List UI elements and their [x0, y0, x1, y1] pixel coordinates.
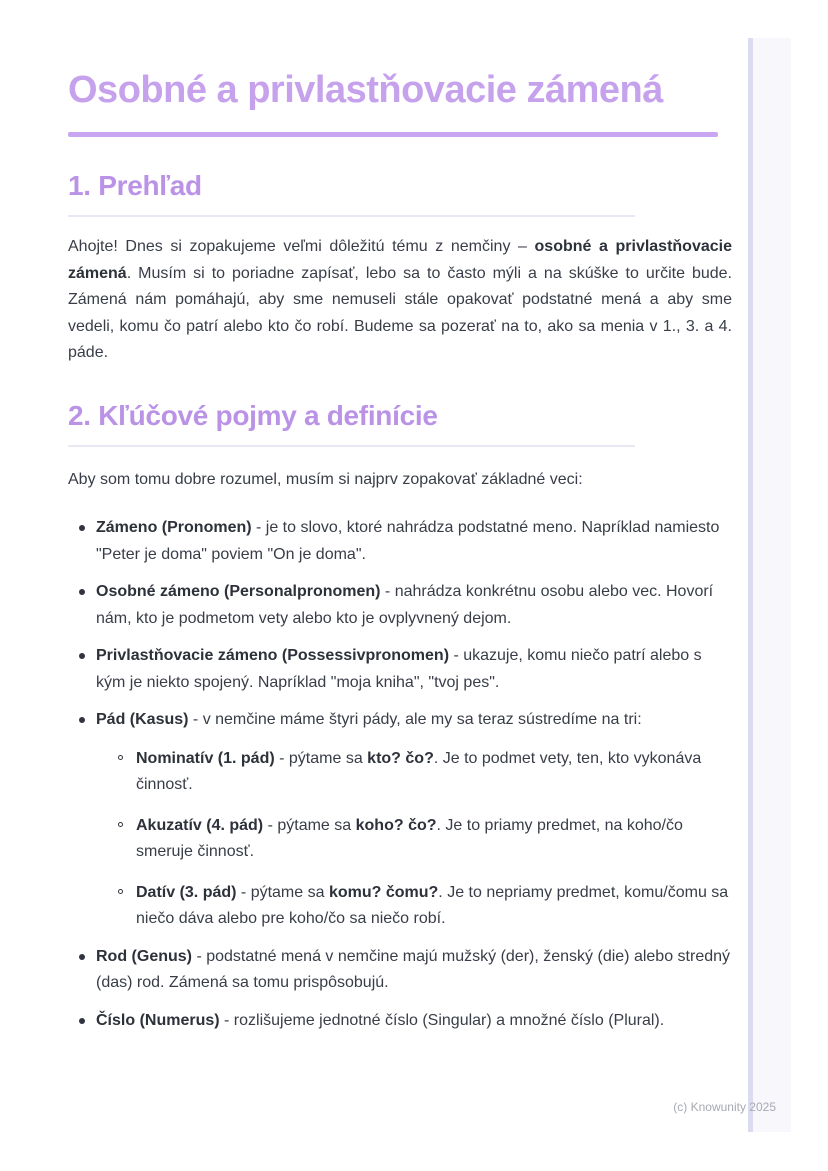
sub-list-item-dativ: [96, 880, 732, 933]
list-item-text: Datív (3. pád) - pýtame sa komu? čomu?. Je to nepriamy predmet, komu/čomu sa niečo dáva alebo pre koho/čo sa niečo robí.: [136, 883, 729, 927]
list-item-zameno: [68, 515, 732, 568]
bullet-icon: [79, 717, 85, 723]
section-divider: [68, 215, 635, 217]
title-underline-rule: [68, 132, 718, 137]
list-item-text: Akuzatív (4. pád) - pýtame sa koho? čo?. Je to priamy predmet, na koho/čo smeruje činnosť.: [136, 816, 683, 860]
list-item-pad: [68, 707, 732, 933]
sub-list-item-nominativ: [96, 746, 732, 799]
document-title: Osobné a privlastňovacie zámená: [68, 69, 663, 111]
bullet-icon: [79, 525, 85, 531]
key-terms-intro: Aby som tomu dobre rozumel, musím si najprv zopakovať základné veci:: [68, 470, 583, 488]
bullet-icon: [79, 653, 85, 659]
list-item-rod: [68, 944, 732, 997]
bullet-icon: [79, 1018, 85, 1024]
list-item-text: Nominatív (1. pád) - pýtame sa kto? čo?. Je to podmet vety, ten, kto vykonáva činnosť.: [136, 749, 702, 793]
key-terms-list: [68, 515, 732, 1034]
list-item-privlastnovacie-zameno: [68, 643, 732, 696]
list-item-osobne-zameno: [68, 579, 732, 632]
cases-sub-list: [96, 746, 732, 933]
bullet-icon: [79, 589, 85, 595]
section-overview: [68, 169, 732, 367]
list-item-text: Osobné zámeno (Personalpronomen) - nahrádza konkrétnu osobu alebo vec. Hovorí nám, kto je podmetom vety alebo kto je ovplyvnený dejom.: [96, 583, 714, 627]
section-heading-overview: 1. Prehľad: [68, 170, 202, 201]
circle-bullet-icon: [118, 822, 123, 827]
section-key-terms: [68, 399, 732, 1035]
document-body: [68, 0, 732, 1034]
circle-bullet-icon: [118, 889, 123, 894]
list-item-text: Privlastňovacie zámeno (Possessivpronomen) - ukazuje, komu niečo patrí alebo s kým je niekto spojený. Napríklad "moja kniha", "tvoj pes".: [96, 647, 702, 691]
bullet-icon: [79, 954, 85, 960]
overview-paragraph: Ahojte! Dnes si zopakujeme veľmi dôležitú tému z nemčiny – osobné a privlastňovacie zámená. Musím si to poriadne zapísať, lebo sa to často mýli a na skúške to určite bude. Zámená nám pomáhajú, aby sme nemuseli stále opakovať podstatné mená a aby sme vedeli, komu čo patrí alebo kto čo robí. Budeme sa pozerať na to, ako sa menia v 1., 3. a 4. páde.: [68, 238, 732, 361]
section-heading-key-terms: 2. Kľúčové pojmy a definície: [68, 399, 438, 431]
list-item-cislo: [68, 1008, 732, 1035]
section-divider: [68, 445, 635, 447]
circle-bullet-icon: [118, 755, 123, 760]
list-item-text: Rod (Genus) - podstatné mená v nemčine majú mužský (der), ženský (die) alebo stredný (das) rod. Zámená sa tomu prispôsobujú.: [96, 947, 731, 991]
sub-list-item-akuzativ: [96, 813, 732, 866]
list-item-text: Zámeno (Pronomen) - je to slovo, ktoré nahrádza podstatné meno. Napríklad namiesto "Peter je doma" poviem "On je doma".: [96, 519, 720, 563]
page-edge-strip: [748, 38, 791, 1132]
copyright-notice: (c) Knowunity 2025: [673, 1100, 776, 1114]
list-item-text: Číslo (Numerus) - rozlišujeme jednotné číslo (Singular) a množné číslo (Plural).: [96, 1011, 665, 1029]
list-item-text: Pád (Kasus) - v nemčine máme štyri pády, ale my sa teraz sústredíme na tri:: [96, 711, 642, 728]
